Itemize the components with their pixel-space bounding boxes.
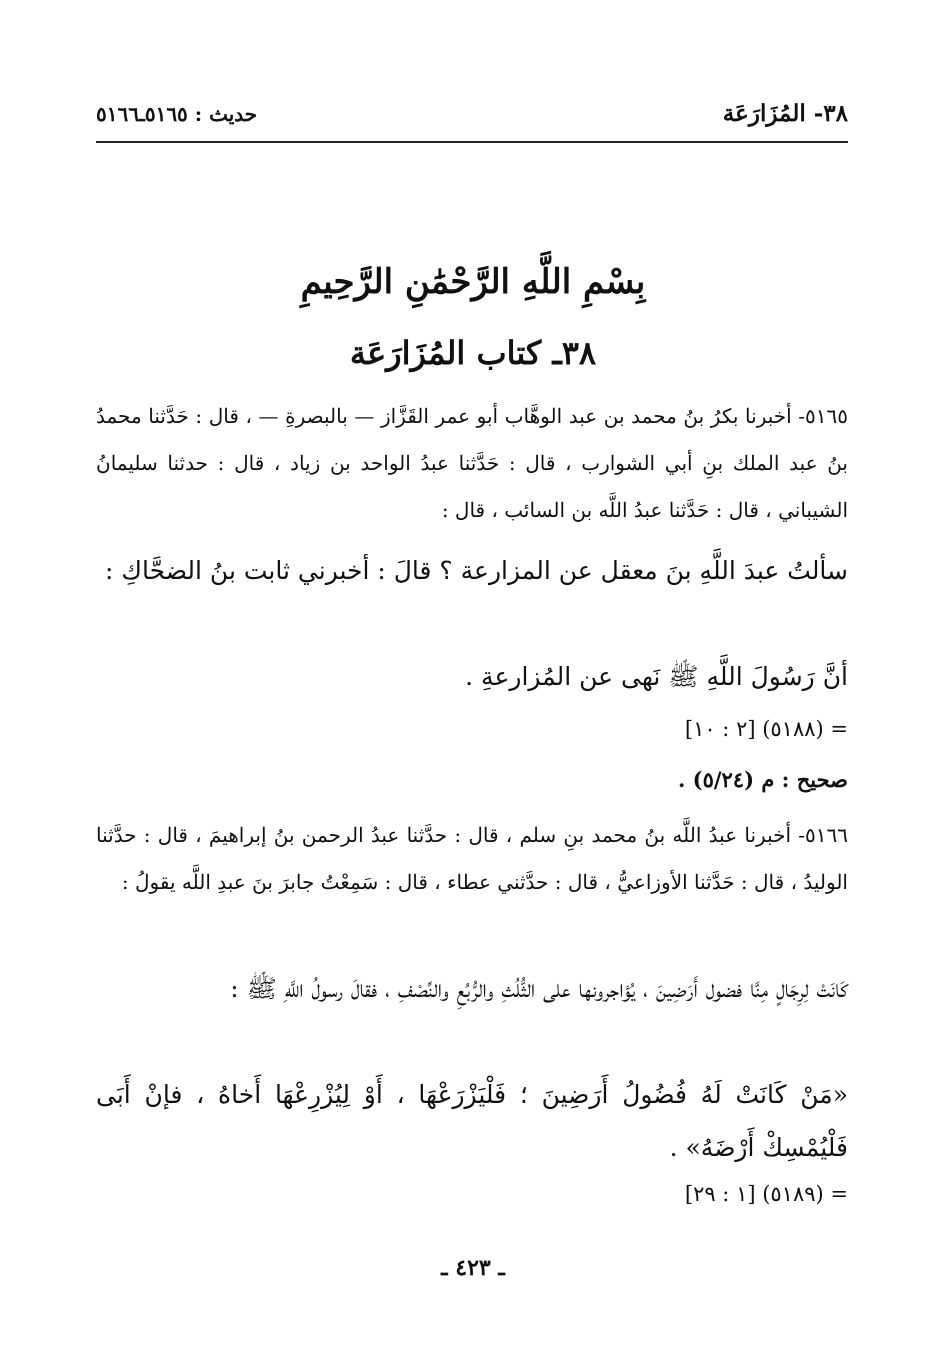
hadith-range: حديث : ٥١٦٥ـ٥١٦٦ (96, 102, 258, 126)
page-number: ـ ٤٢٣ ـ (441, 1255, 505, 1281)
hadith-5166-isnad: ٥١٦٦- أخبرنا عبدُ اللَّه بنُ محمد بنِ سلم ، قال : حدَّثنا عبدُ الرحمن بنُ إبراهيمَ ، قال : حدَّثنا الوليدُ ، قال : حَدَّثنا الأوزاعيُّ ، قال : حدَّثني عطاء ، قال : سَمِعْتُ جابرَ بنَ عبدِ اللَّه يقولُ : (96, 823, 848, 894)
hadith-5165-grade: صحيح : م (٥/٢٤) . (678, 767, 848, 792)
hadith-5166-reference: = (٥١٨٩) [١ : ٢٩] (684, 1182, 848, 1206)
basmala: بِسْمِ اللَّهِ الرَّحْمَٰنِ الرَّحِيمِ (300, 262, 646, 302)
hadith-5166-matn-text: «مَنْ كَانَتْ لَهُ فُضُولُ أَرَضِينَ ؛ فَلْيَزْرَعْهَا ، أَوْ لِيُزْرِعْهَا أَخاهُ ، فإنْ أَبَى فَلْيُمْسِكْ أَرْضَهُ» . (96, 1080, 848, 1162)
chapter-label: ٣٨- المُزَارَعَة (722, 100, 848, 127)
running-header (96, 100, 848, 136)
hadith-5165-isnad: ٥١٦٥- أخبرنا بكرُ بنُ محمد بن عبد الوهَّاب أبو عمر القَزَّاز — بالبصرةِ — ، قال : حَدَّثنا محمدُ بنُ عبد الملك بنِ أبي الشوارب ، قال : حَدَّثنا عبدُ الواحد بن زياد ، قال : حدثنا سليمانُ الشيباني ، قال : حَدَّثنا عبدُ اللَّه بن السائب ، قال : (96, 404, 848, 522)
hadith-5165-matn-narration: سألتُ عبدَ اللَّهِ بنَ معقل عن المزارعة ؟ قالَ : أخبرني ثابت بنُ الضحَّاكِ : (105, 556, 848, 585)
header-divider (96, 141, 848, 143)
hadith-5165-reference: = (٥١٨٨) [٢ : ١٠] (684, 717, 848, 741)
book-title: ٣٨ـ كتاب المُزَارَعَة (349, 334, 597, 372)
hadith-5166-matn-narration: كَانَتْ لِرِجَالٍ مِنَّا فضول أَرَضِينَ ، يُؤاجرونها على الثُّلُثِ والرُّبُعِ والنِّصْفِ ، فقالَ رسولُ اللَّهِ ﷺ : (230, 974, 848, 1003)
hadith-5165-matn-text: أنَّ رَسُولَ اللَّهِ ﷺ نَهى عن المُزارعةِ . (465, 662, 848, 691)
